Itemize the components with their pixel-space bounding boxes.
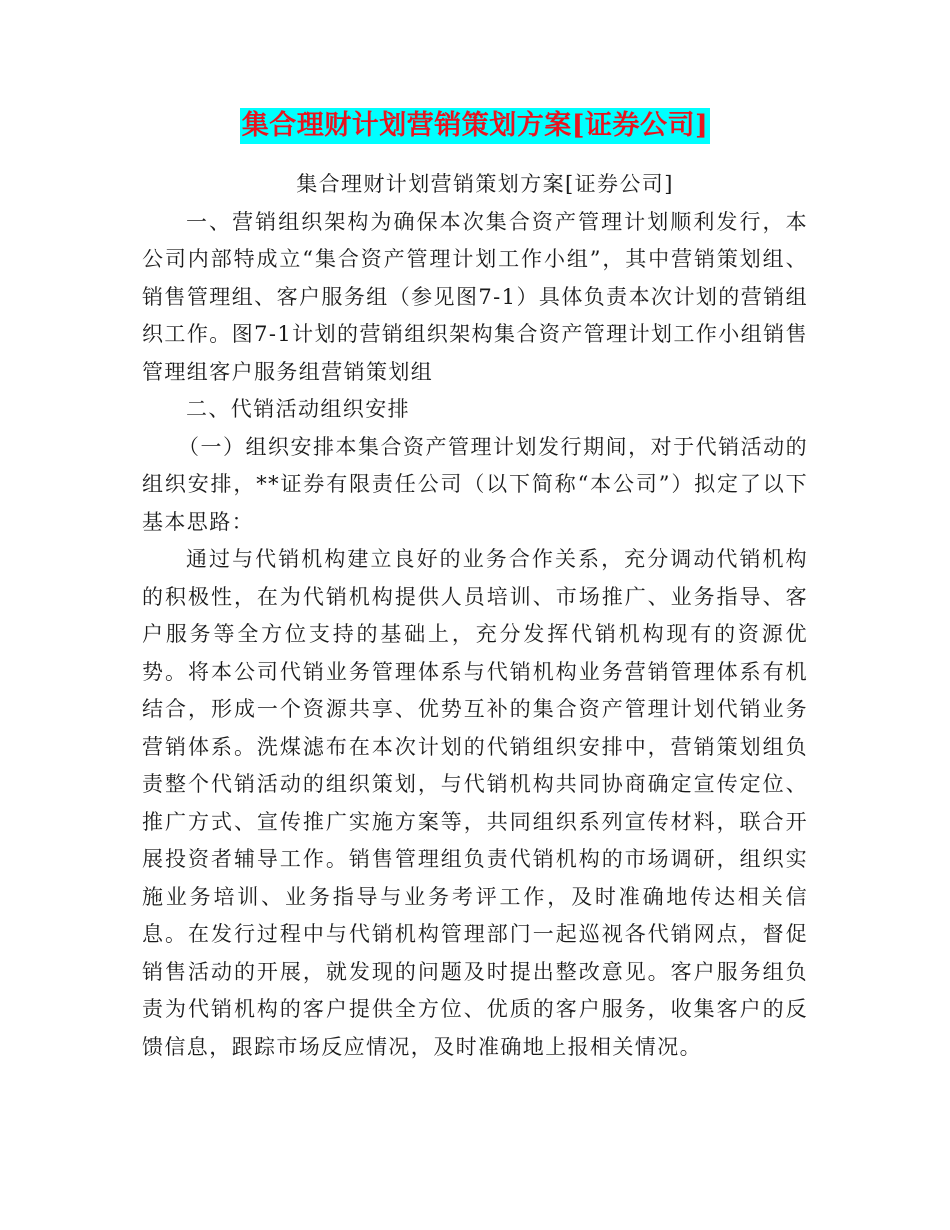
paragraph-section-heading: 二、代销活动组织安排 <box>186 397 410 421</box>
document-title: 集合理财计划营销策划方案[证券公司] <box>240 108 711 144</box>
paragraph-distribution-plan: 通过与代销机构建立良好的业务合作关系，充分调动代销机构的积极性，在为代销机构提供人员培训、市场推广、业务指导、客户服务等全方位支持的基础上，充分发挥代销机构现有的资源优势。将本公司代销业务管理体系与代销机构业务营销管理体系有机结合，形成一个资源共享、优势互补的集合资产管理计划代销业务营销体系。洗煤滤布在本次计划的代销组织安排中，营销策划组负责整个代销活动的组织策划，与代销机构共同协商确定宣传定位、推广方式、宣传推广实施方案等，共同组织系列宣传材料，联合开展投资者辅导工作。销售管理组负责代销机构的市场调研，组织实施业务培训、业务指导与业务考评工作，及时准确地传达相关信息。在发行过程中与代销机构管理部门一起巡视各代销网点，督促销售活动的开展，就发现的问题及时提出整改意见。客户服务组负责为代销机构的客户提供全方位、优质的客户服务，收集客户的反馈信息，跟踪市场反应情况，及时准确地上报相关情况。 <box>142 547 808 1059</box>
document-body <box>142 166 808 1066</box>
paragraph-org-structure: 一、营销组织架构为确保本次集合资产管理计划顺利发行，本公司内部特成立“集合资产管理计划工作小组”，其中营销策划组、销售管理组、客户服务组（参见图7-1）具体负责本次计划的营销组织工作。图7-1计划的营销组织架构集合资产管理计划工作小组销售管理组客户服务组营销策划组 <box>142 209 808 384</box>
document-subtitle: 集合理财计划营销策划方案[证券公司] <box>296 172 674 196</box>
paragraph-org-arrangement: （一）组织安排本集合资产管理计划发行期间，对于代销活动的组织安排，**证券有限责任公司（以下简称“本公司”）拟定了以下基本思路： <box>142 434 808 534</box>
title-container <box>0 108 950 144</box>
